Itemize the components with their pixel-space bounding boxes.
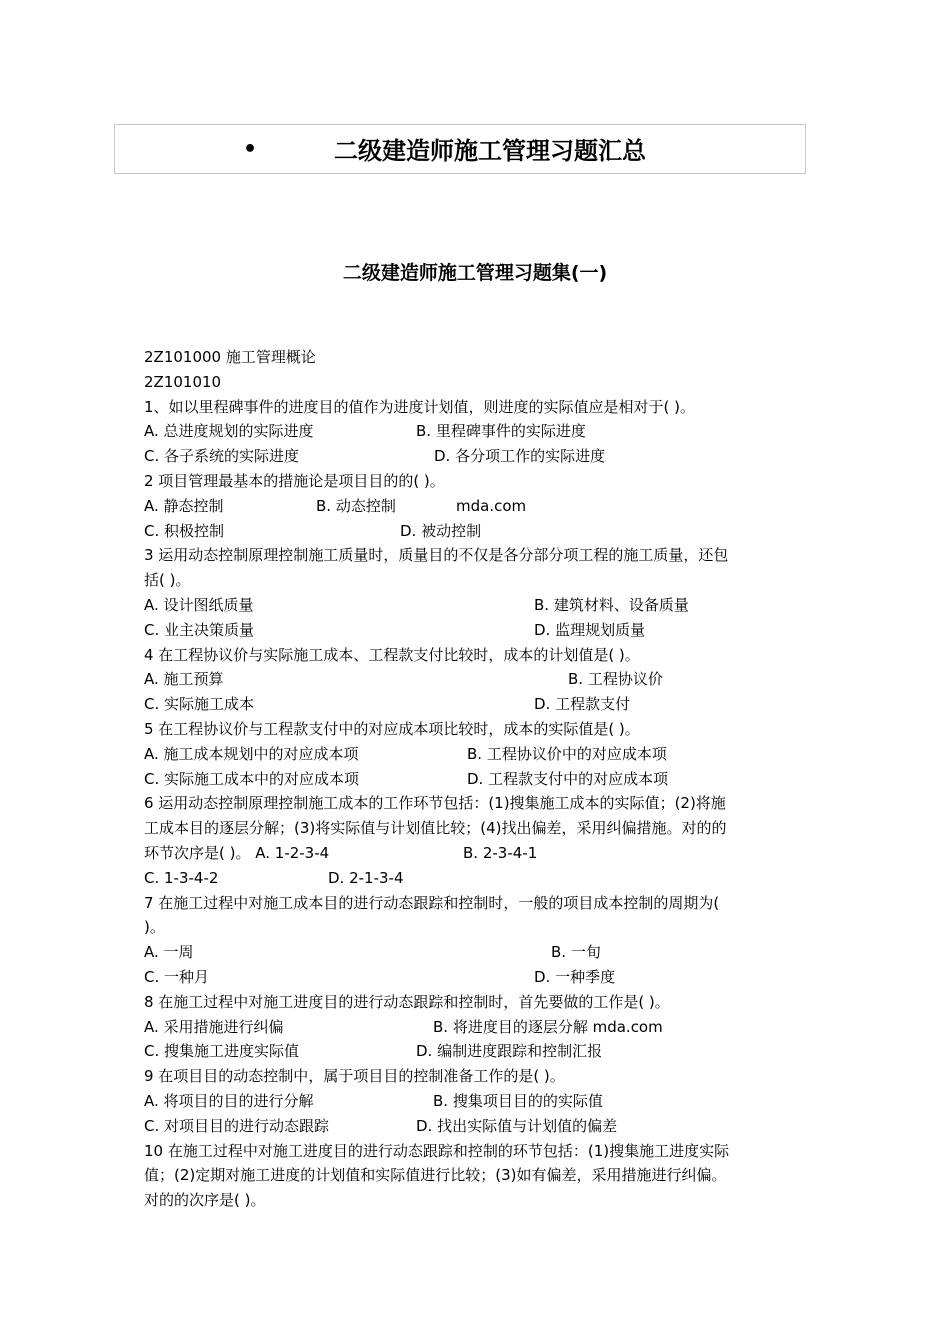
option-a: A. 静态控制 bbox=[144, 496, 224, 515]
option-a: A. 施工预算 bbox=[144, 670, 224, 689]
option-row bbox=[144, 742, 809, 767]
question-stem: 4 在工程协议价与实际施工成本、工程款支付比较时，成本的计划值是( )。 bbox=[144, 645, 640, 664]
option-row bbox=[144, 767, 809, 792]
option-c: C. 各子系统的实际进度 bbox=[144, 447, 300, 466]
option-row bbox=[144, 1089, 809, 1114]
option-a: A. 采用措施进行纠偏 bbox=[144, 1017, 284, 1036]
option-b: B. 工程协议价 bbox=[568, 670, 663, 689]
option-d: D. 被动控制 bbox=[400, 521, 482, 540]
question-stem-cont: 值；(2)定期对施工进度的计划值和实际值进行比较；(3)如有偏差，采用措施进行纠偏。 bbox=[144, 1166, 727, 1185]
option-d: D. 找出实际值与计划值的偏差 bbox=[416, 1116, 618, 1135]
option-b: B. 搜集项目目的的实际值 bbox=[433, 1091, 603, 1110]
question-stem: 8 在施工过程中对施工进度目的进行动态跟踪和控制时，首先要做的工作是( )。 bbox=[144, 992, 670, 1011]
option-c: C. 实际施工成本 bbox=[144, 695, 255, 714]
option-row bbox=[144, 841, 809, 866]
question-stem-with-option-a: 环节次序是( )。 A. 1-2-3-4 bbox=[144, 843, 330, 862]
question-stem: 9 在项目目的动态控制中，属于项目目的控制准备工作的是( )。 bbox=[144, 1067, 565, 1086]
option-row bbox=[144, 940, 809, 965]
exercise-set-title: 二级建造师施工管理习题集(一) bbox=[342, 262, 608, 284]
option-a: A. 总进度规划的实际进度 bbox=[144, 422, 314, 441]
option-b: B. 一旬 bbox=[551, 943, 601, 962]
option-d: D. 各分项工作的实际进度 bbox=[434, 447, 606, 466]
option-c: C. 1-3-4-2 bbox=[144, 868, 219, 887]
option-b: B. 动态控制 bbox=[316, 496, 396, 515]
option-row bbox=[144, 692, 809, 717]
question-stem: 2 项目管理最基本的措施论是项目目的的( )。 bbox=[144, 471, 445, 490]
option-b: B. 2-3-4-1 bbox=[463, 843, 538, 862]
watermark-text: mda.com bbox=[456, 496, 527, 515]
question-stem: 10 在施工过程中对施工进度目的进行动态跟踪和控制的环节包括：(1)搜集施工进度实际 bbox=[144, 1141, 730, 1160]
option-row bbox=[144, 494, 809, 519]
question-stem: 5 在工程协议价与工程款支付中的对应成本项比较时，成本的实际值是( )。 bbox=[144, 719, 640, 738]
option-b: B. 建筑材料、设备质量 bbox=[534, 595, 689, 614]
option-d: D. 监理规划质量 bbox=[534, 620, 646, 639]
option-a: A. 一周 bbox=[144, 943, 194, 962]
option-row bbox=[144, 1114, 809, 1139]
option-c: C. 实际施工成本中的对应成本项 bbox=[144, 769, 360, 788]
question-stem: 1、如以里程碑事件的进度目的值作为进度计划值，则进度的实际值应是相对于( )。 bbox=[144, 397, 696, 416]
option-a: A. 设计图纸质量 bbox=[144, 595, 254, 614]
option-c: C. 一种月 bbox=[144, 967, 210, 986]
question-stem-cont: 对的的次序是( )。 bbox=[144, 1191, 266, 1210]
option-d: D. 2-1-3-4 bbox=[328, 868, 404, 887]
option-row bbox=[144, 444, 809, 469]
option-b: B. 将进度目的逐层分解 mda.com bbox=[433, 1017, 663, 1036]
section-subcode: 2Z101010 bbox=[144, 372, 222, 391]
option-d: D. 一种季度 bbox=[534, 967, 616, 986]
option-d: D. 工程款支付中的对应成本项 bbox=[467, 769, 669, 788]
option-b: B. 工程协议价中的对应成本项 bbox=[467, 744, 667, 763]
option-d: D. 编制进度跟踪和控制汇报 bbox=[416, 1042, 603, 1061]
question-stem-cont: 括( )。 bbox=[144, 571, 191, 590]
option-c: C. 积极控制 bbox=[144, 521, 225, 540]
question-stem: 6 运用动态控制原理控制施工成本的工作环节包括：(1)搜集施工成本的实际值；(2)将施 bbox=[144, 794, 726, 813]
option-c: C. 搜集施工进度实际值 bbox=[144, 1042, 300, 1061]
option-row bbox=[144, 965, 809, 990]
option-d: D. 工程款支付 bbox=[534, 695, 631, 714]
option-row bbox=[144, 519, 809, 544]
document-title: 二级建造师施工管理习题汇总 bbox=[334, 137, 646, 165]
title-bullet: • bbox=[243, 137, 258, 162]
option-b: B. 里程碑事件的实际进度 bbox=[416, 422, 586, 441]
option-row bbox=[144, 866, 809, 891]
option-row bbox=[144, 618, 809, 643]
option-row bbox=[144, 419, 809, 444]
question-stem: 3 运用动态控制原理控制施工质量时，质量目的不仅是各分部分项工程的施工质量，还包 bbox=[144, 546, 729, 565]
option-c: C. 对项目目的进行动态跟踪 bbox=[144, 1116, 330, 1135]
option-row bbox=[144, 667, 809, 692]
option-a: A. 施工成本规划中的对应成本项 bbox=[144, 744, 359, 763]
document-body bbox=[144, 345, 809, 1213]
section-code: 2Z101000 施工管理概论 bbox=[144, 348, 316, 366]
question-stem-cont: )。 bbox=[144, 918, 165, 937]
option-c: C. 业主决策质量 bbox=[144, 620, 255, 639]
option-row bbox=[144, 1015, 809, 1040]
option-row bbox=[144, 593, 809, 618]
question-stem-cont: 工成本目的逐层分解；(3)将实际值与计划值比较；(4)找出偏差，采用纠偏措施。对的的 bbox=[144, 819, 727, 838]
option-a: A. 将项目的目的进行分解 bbox=[144, 1091, 314, 1110]
option-row bbox=[144, 1039, 809, 1064]
question-stem: 7 在施工过程中对施工成本目的进行动态跟踪和控制时，一般的项目成本控制的周期为( bbox=[144, 893, 720, 912]
document-title-box bbox=[114, 124, 806, 174]
